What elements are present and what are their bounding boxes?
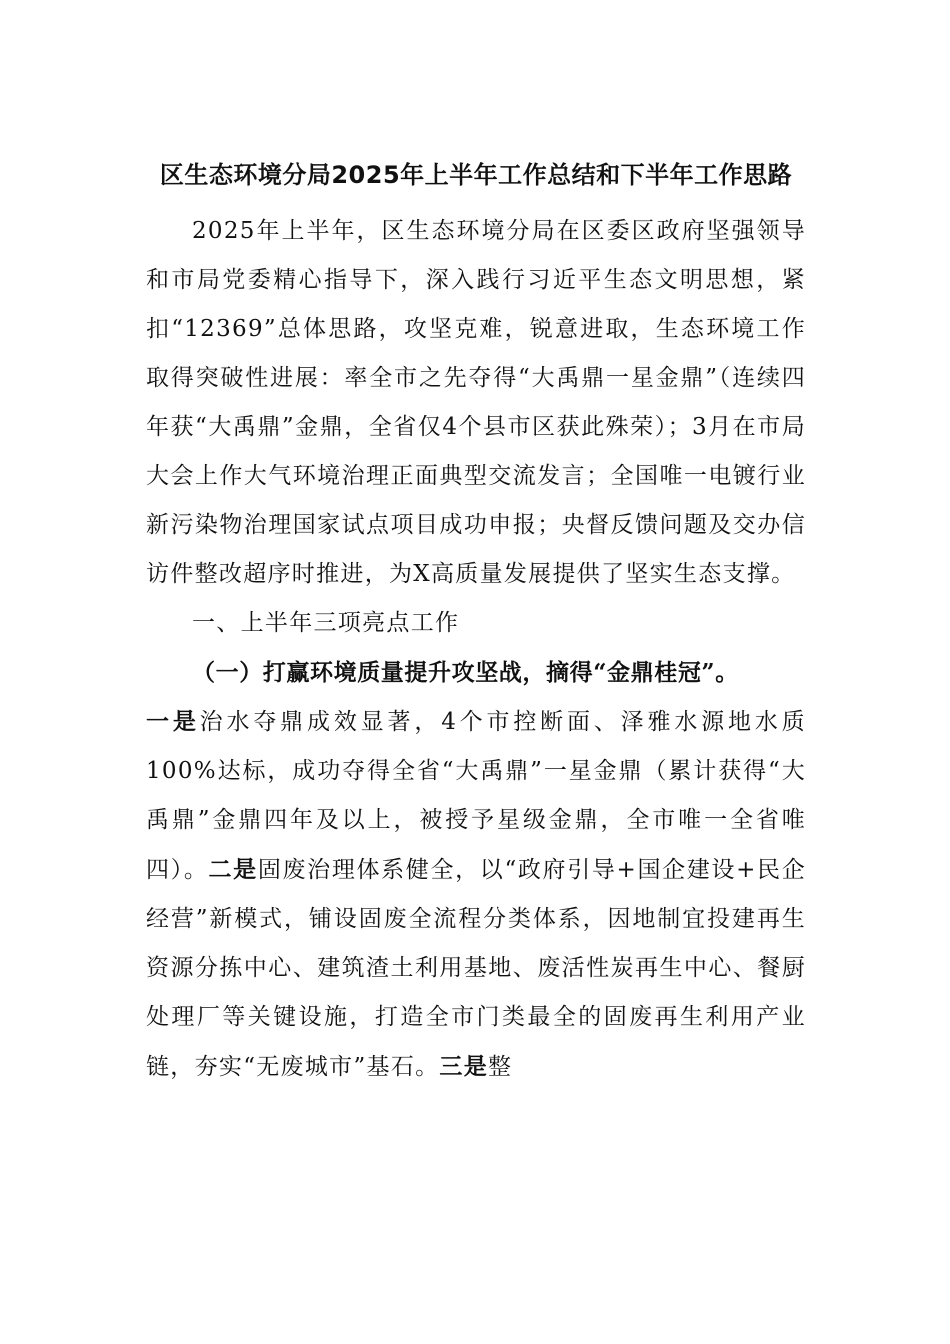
point-lead: 二是: [208, 856, 258, 883]
intro-paragraph: 2025年上半年，区生态环境分局在区委区政府坚强领导和市局党委精心指导下，深入践行习近平生态文明思想，紧扣“12369”总体思路，攻坚克难，锐意进取，生态环境工作取得突破性进展：率全市之先夺得“大禹鼎一星金鼎”（连续四年获“大禹鼎”金鼎，全省仅4个县市区获此殊荣）；3月在市局大会上作大气环境治理正面典型交流发言；全国唯一电镀行业新污染物治理国家试点项目成功申报；央督反馈问题及交办信访件整改超序时推进，为X高质量发展提供了坚实生态支撑。: [146, 218, 806, 587]
point-lead: 三是: [439, 1053, 489, 1080]
point-text: 整: [488, 1054, 513, 1080]
section-heading: 一、上半年三项亮点工作: [192, 610, 460, 636]
document-title: 区生态环境分局2025年上半年工作总结和下半年工作思路: [159, 161, 793, 189]
point-text: 治水夺鼎成效显著，4个市控断面、泽雅水源地水质100%达标，成功夺得全省“大禹鼎”一星金鼎（累计获得“大禹鼎”金鼎四年及以上，被授予星级金鼎，全市唯一全省唯四）。: [146, 709, 806, 883]
subsection-heading: （一）打赢环境质量提升攻坚战，摘得“金鼎桂冠”。: [192, 659, 739, 686]
point-lead: 一是: [146, 708, 200, 735]
point-text: 固废治理体系健全，以“政府引导+国企建设+民企经营”新模式，铺设固废全流程分类体系，因地制宜投建再生资源分拣中心、建筑渣土利用基地、废活性炭再生中心、餐厨处理厂等关键设施，打造全市门类最全的固废再生利用产业链，夯实“无废城市”基石。: [146, 857, 806, 1080]
highlights-paragraph: [146, 697, 806, 1092]
document-body: [146, 155, 806, 1092]
